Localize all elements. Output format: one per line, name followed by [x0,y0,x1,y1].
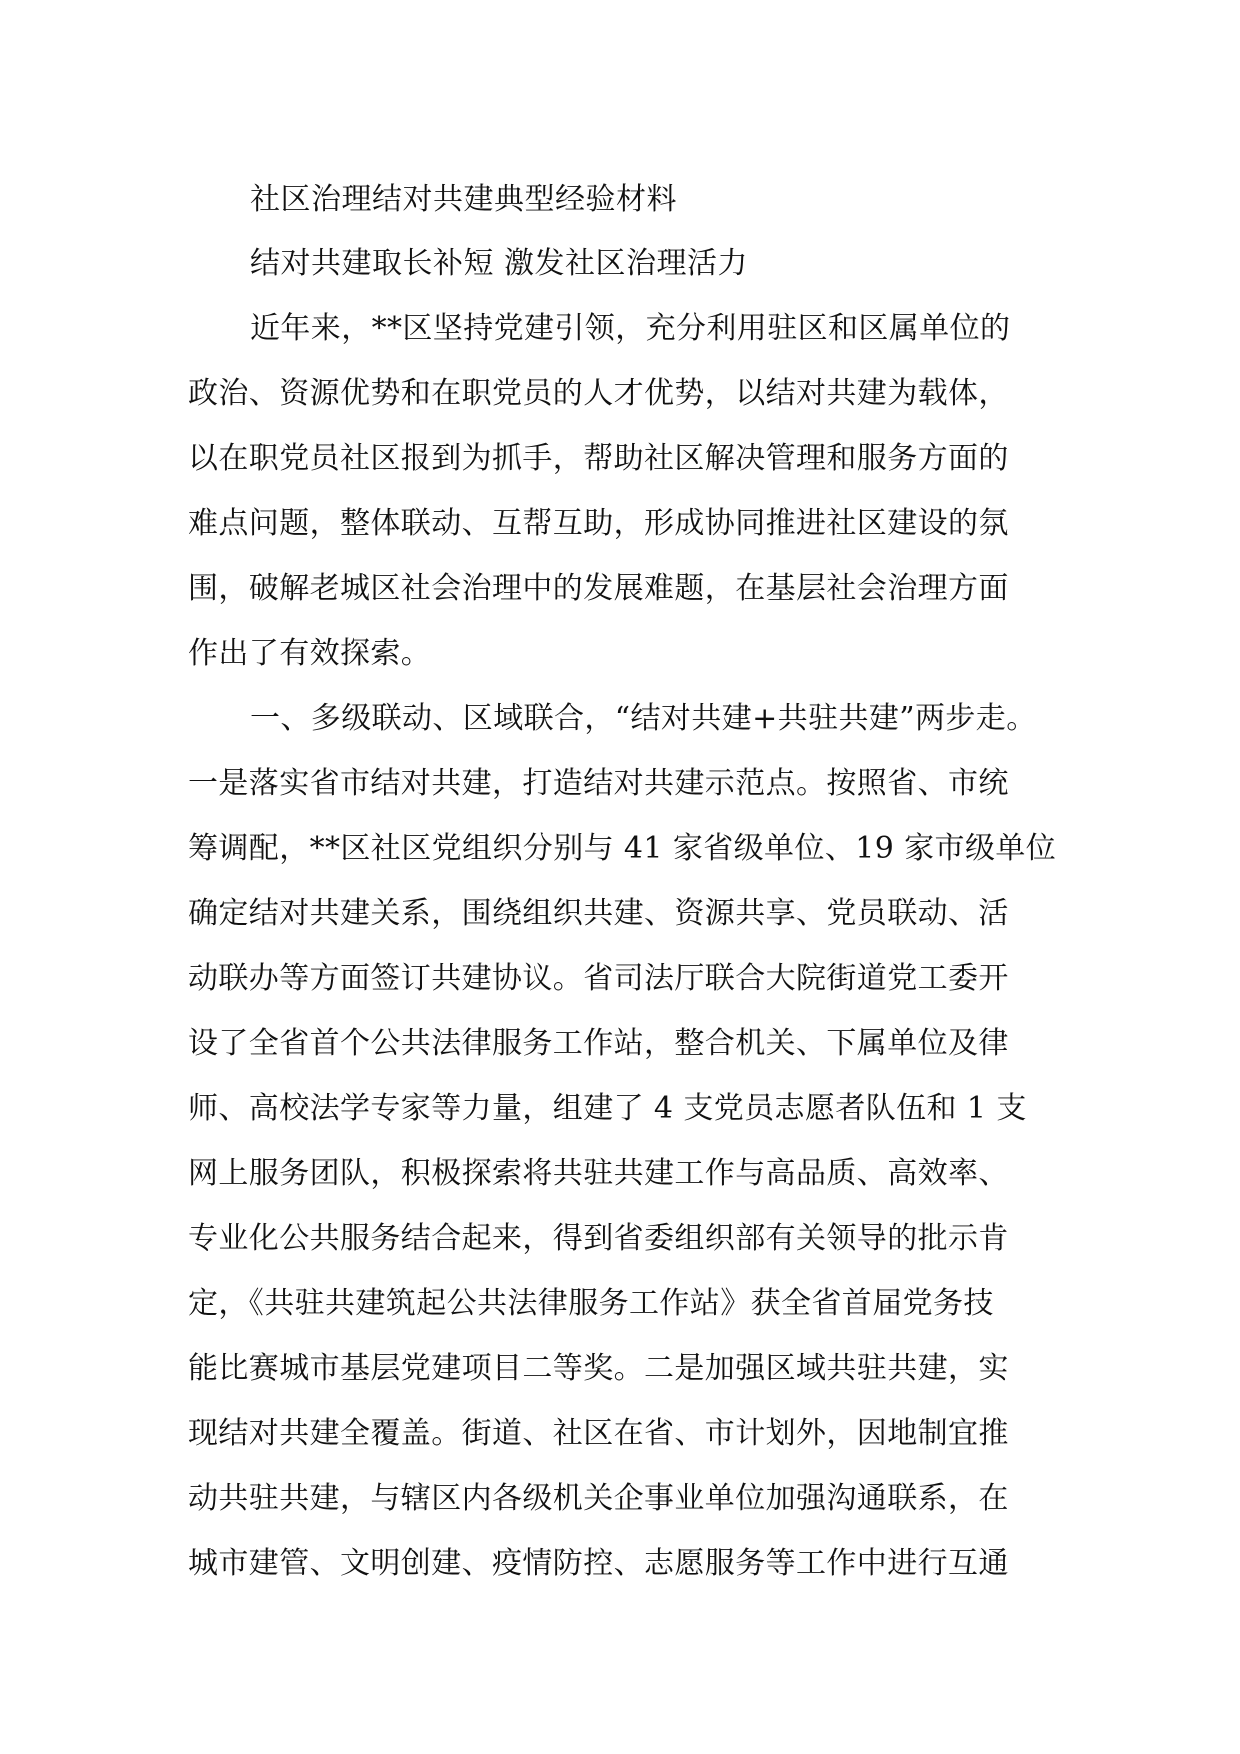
text-line: 政治、资源优势和在职党员的人才优势，以结对共建为载体， [188,376,1009,411]
text-line: 难点问题，整体联动、互帮互助，形成协同推进社区建设的氛 [188,506,1009,541]
paragraph-intro [188,296,1068,686]
text-line: 以在职党员社区报到为抓手，帮助社区解决管理和服务方面的 [188,441,1009,476]
text-line: 动联办等方面签订共建协议。省司法厅联合大院街道党工委开 [188,961,1009,996]
document-title: 社区治理结对共建典型经验材料 [250,182,677,217]
text-line: 能比赛城市基层党建项目二等奖。二是加强区域共驻共建，实 [188,1351,1009,1386]
text-line: 作出了有效探索。 [188,636,432,671]
document-body [188,168,1068,1596]
text-line: 近年来，**区坚持党建引领，充分利用驻区和区属单位的 [250,311,1011,346]
text-line: 一、多级联动、区域联合，“结对共建+共驻共建”两步走。 [250,701,1037,736]
text-line: 设了全省首个公共法律服务工作站，整合机关、下属单位及律 [188,1026,1009,1061]
text-line: 网上服务团队，积极探索将共驻共建工作与高品质、高效率、 [188,1156,1009,1191]
document-subtitle: 结对共建取长补短 激发社区治理活力 [250,246,749,281]
text-line: 专业化公共服务结合起来，得到省委组织部有关领导的批示肯 [188,1221,1009,1256]
text-line: 现结对共建全覆盖。街道、社区在省、市计划外，因地制宜推 [188,1416,1009,1451]
text-line: 围，破解老城区社会治理中的发展难题，在基层社会治理方面 [188,571,1009,606]
text-line: 筹调配，**区社区党组织分别与 41 家省级单位、19 家市级单位 [188,831,1057,866]
text-line: 一是落实省市结对共建，打造结对共建示范点。按照省、市统 [188,766,1009,801]
text-line: 定，《共驻共建筑起公共法律服务工作站》获全省首届党务技 [188,1286,994,1321]
text-line: 动共驻共建，与辖区内各级机关企事业单位加强沟通联系，在 [188,1481,1009,1516]
text-line: 城市建管、文明创建、疫情防控、志愿服务等工作中进行互通 [188,1546,1009,1581]
paragraph-section-one [188,686,1068,1596]
text-line: 师、高校法学专家等力量，组建了 4 支党员志愿者队伍和 1 支 [188,1091,1027,1126]
text-line: 确定结对共建关系，围绕组织共建、资源共享、党员联动、活 [188,896,1009,931]
